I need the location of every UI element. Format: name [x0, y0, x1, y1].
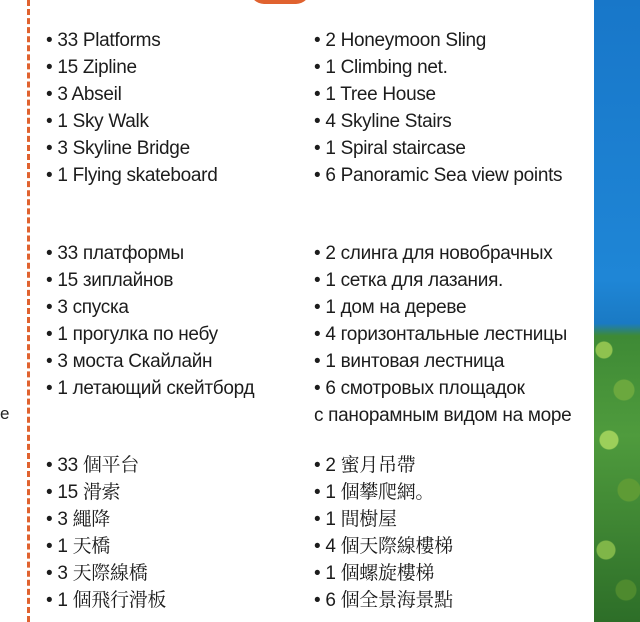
- list-item: • 33 платформы: [46, 240, 254, 267]
- list-item: • 1 сетка для лазания.: [314, 267, 571, 294]
- list-item: • 1 дом на дереве: [314, 294, 571, 321]
- list-item: • 3 спуска: [46, 294, 254, 321]
- list-item: • 4 個天際線樓梯: [314, 533, 453, 560]
- list-item: • 33 個平台: [46, 452, 166, 479]
- list-item: • 1 個飛行滑板: [46, 587, 166, 614]
- list-item: • 6 個全景海景點: [314, 587, 453, 614]
- list-item: • 3 моста Скайлайн: [46, 348, 254, 375]
- list-item: • 3 Abseil: [46, 81, 217, 108]
- list-item: • 1 Flying skateboard: [46, 162, 217, 189]
- list-item: • 1 個螺旋樓梯: [314, 560, 453, 587]
- list-item: • 1 天橋: [46, 533, 166, 560]
- russian-list-left: [46, 240, 254, 402]
- list-item-continuation: с панорамным видом на море: [314, 405, 572, 426]
- list-item: • 1 Spiral staircase: [314, 135, 562, 162]
- list-item: • 1 Sky Walk: [46, 108, 217, 135]
- list-item: • 2 蜜月吊帶: [314, 452, 453, 479]
- list-item: • 1 прогулка по небу: [46, 321, 254, 348]
- tree-foliage-image: [594, 330, 640, 622]
- list-item: • 1 винтовая лестница: [314, 348, 571, 375]
- list-item: • 6 смотровых площадок: [314, 375, 571, 402]
- list-item: • 1 間樹屋: [314, 506, 453, 533]
- clipped-text-fragment: e: [0, 404, 10, 423]
- orange-arc-decoration: [250, 0, 310, 4]
- list-item: • 2 Honeymoon Sling: [314, 27, 562, 54]
- list-item: • 1 個攀爬網。: [314, 479, 453, 506]
- english-list-right: [314, 27, 562, 189]
- list-item: • 33 Platforms: [46, 27, 217, 54]
- list-item: • 3 天際線橋: [46, 560, 166, 587]
- list-item: • 15 滑索: [46, 479, 166, 506]
- list-item: • 4 горизонтальные лестницы: [314, 321, 571, 348]
- list-item: • 15 Zipline: [46, 54, 217, 81]
- list-item: • 15 зиплайнов: [46, 267, 254, 294]
- list-item: • 1 Climbing net.: [314, 54, 562, 81]
- list-item: • 1 Tree House: [314, 81, 562, 108]
- dashed-left-border: [0, 0, 30, 622]
- list-item: • 3 繩降: [46, 506, 166, 533]
- list-item: • 3 Skyline Bridge: [46, 135, 217, 162]
- russian-list-right: [314, 240, 571, 429]
- chinese-list-left: [46, 452, 166, 614]
- list-item: • 1 летающий скейтборд: [46, 375, 254, 402]
- list-item: • 6 Panoramic Sea view points: [314, 162, 562, 189]
- chinese-list-right: [314, 452, 453, 614]
- list-item: • 2 слинга для новобрачных: [314, 240, 571, 267]
- english-list-left: [46, 27, 217, 189]
- list-item: • 4 Skyline Stairs: [314, 108, 562, 135]
